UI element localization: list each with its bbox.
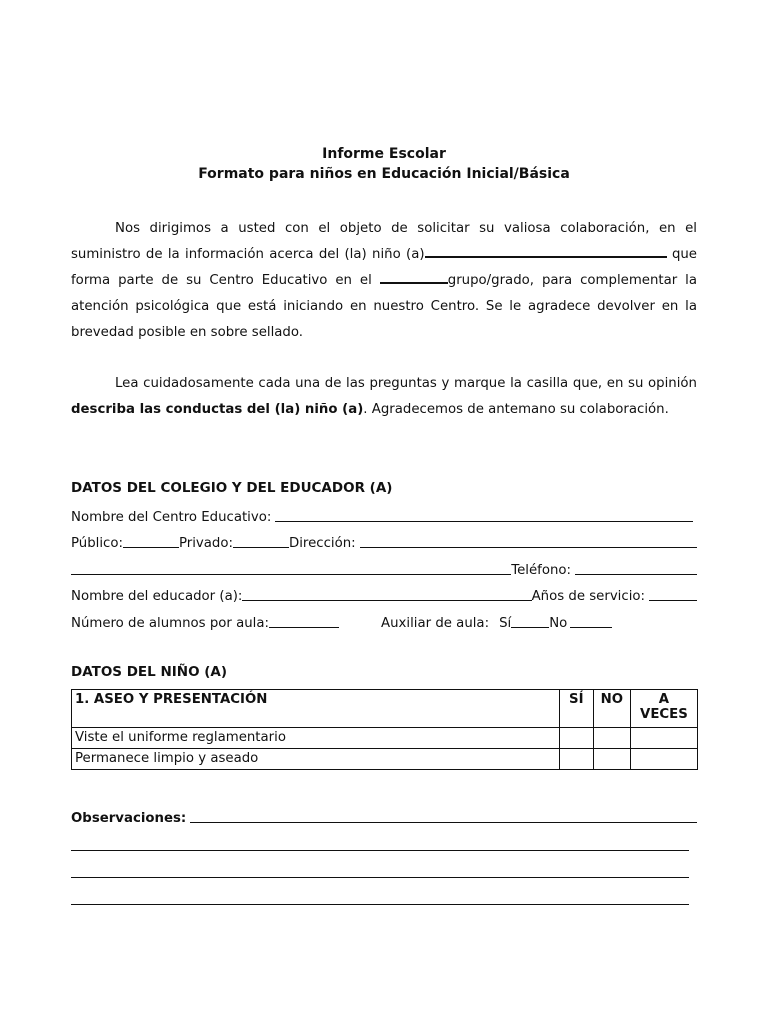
auxiliar-no-label: No — [549, 616, 568, 631]
tipo-row — [71, 533, 697, 551]
anios-field[interactable] — [649, 587, 697, 601]
intro-p2-text-2: . Agradecemos de antemano su colaboración. — [363, 402, 669, 417]
col-header-a-veces: A VECES — [630, 690, 697, 728]
col-header-no: NO — [593, 690, 630, 728]
intro-p2-bold: describa las conductas del (la) niño (a) — [71, 402, 364, 417]
educador-row — [71, 586, 697, 604]
centro-label: Nombre del Centro Educativo: — [71, 510, 272, 525]
cell-si[interactable] — [559, 728, 593, 749]
intro-p2-text-1: Lea cuidadosamente cada una de las preguntas y marque la casilla que, en su opinión — [115, 376, 697, 391]
educador-label: Nombre del educador (a): — [71, 589, 243, 604]
row-label-aseado: Permanece limpio y aseado — [72, 749, 560, 770]
cell-a-veces[interactable] — [630, 749, 697, 770]
intro-p1-text-3: grupo/grado, para complementar la atención psicológica que está iniciando en nuestro Centro. Se le agradece devolver en la brevedad posible en sobre sellado. — [71, 273, 698, 340]
child-section-heading: DATOS DEL NIÑO (A) — [71, 664, 228, 680]
intro-p1-text-2: que forma parte de su Centro Educativo en el — [71, 247, 697, 288]
child-name-field[interactable] — [425, 243, 667, 258]
observaciones-line-3[interactable] — [71, 904, 689, 905]
intro-paragraph-2 — [71, 371, 697, 423]
anios-label: Años de servicio: — [531, 589, 645, 604]
cell-no[interactable] — [593, 749, 630, 770]
privado-label: Privado: — [178, 536, 233, 551]
table-row — [72, 749, 698, 770]
page-title: Informe Escolar — [322, 146, 446, 162]
table-row — [72, 728, 698, 749]
telefono-row — [71, 560, 697, 578]
table-header-row — [72, 690, 698, 728]
auxiliar-no-field[interactable] — [570, 614, 612, 628]
direccion-continuation-field[interactable] — [71, 561, 511, 575]
observaciones-field[interactable] — [190, 809, 697, 823]
row-label-uniforme: Viste el uniforme reglamentario — [72, 728, 560, 749]
school-section-heading: DATOS DEL COLEGIO Y DEL EDUCADOR (A) — [71, 480, 393, 496]
direccion-label: Dirección: — [289, 536, 356, 551]
telefono-label: Teléfono: — [511, 563, 571, 578]
privado-field[interactable] — [233, 534, 289, 548]
page-subtitle: Formato para niños en Educación Inicial/Básica — [198, 166, 570, 182]
cell-si[interactable] — [559, 749, 593, 770]
auxiliar-si-field[interactable] — [511, 614, 549, 628]
auxiliar-label: Auxiliar de aula: — [381, 616, 490, 631]
telefono-field[interactable] — [575, 561, 697, 575]
cell-a-veces[interactable] — [630, 728, 697, 749]
publico-field[interactable] — [123, 534, 179, 548]
group-grade-field[interactable] — [380, 269, 448, 284]
alumnos-field[interactable] — [269, 614, 339, 628]
observaciones-line-2[interactable] — [71, 877, 689, 878]
direccion-field[interactable] — [360, 534, 697, 548]
col-header-si: SÍ — [559, 690, 593, 728]
auxiliar-si-label: Sí — [499, 616, 512, 631]
observaciones-row — [71, 808, 697, 826]
alumnos-row — [71, 613, 697, 631]
cell-no[interactable] — [593, 728, 630, 749]
aseo-table — [71, 689, 698, 770]
observaciones-label: Observaciones: — [71, 811, 187, 826]
centro-field[interactable] — [275, 508, 693, 522]
centro-row — [71, 507, 697, 525]
educador-field[interactable] — [242, 587, 531, 601]
alumnos-label: Número de alumnos por aula: — [71, 616, 269, 631]
intro-p1-text-1: Nos dirigimos a usted con el objeto de solicitar su valiosa colaboración, en el suministro de la información acerca del (la) niño (a) — [71, 221, 697, 262]
observaciones-line-1[interactable] — [71, 850, 689, 851]
intro-paragraph-1 — [71, 216, 697, 346]
col-header-category: 1. ASEO Y PRESENTACIÓN — [72, 690, 560, 728]
publico-label: Público: — [71, 536, 123, 551]
